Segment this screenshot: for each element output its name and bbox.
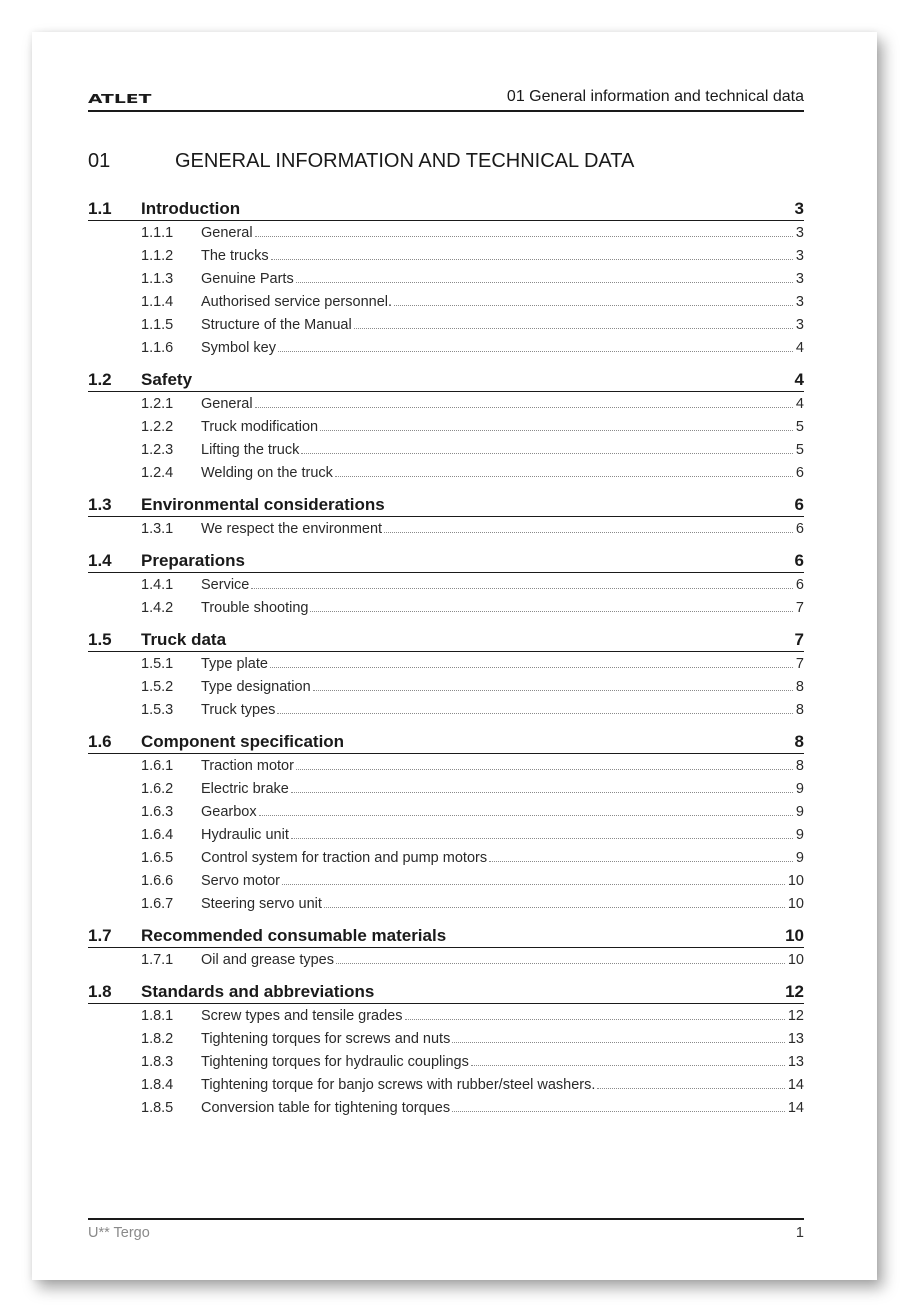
entry-title: Type plate (201, 656, 268, 672)
entry-number: 1.5.1 (141, 656, 174, 672)
entry-title: Symbol key (201, 340, 276, 356)
entry-title: Screw types and tensile grades (201, 1008, 403, 1024)
section-number: 1.4 (88, 551, 112, 570)
entry-title: Trouble shooting (201, 600, 309, 616)
entry-number: 1.2.2 (141, 419, 174, 435)
dot-leader (282, 883, 785, 885)
chapter-number: 01 (88, 150, 111, 172)
entry-number: 1.2.3 (141, 442, 174, 458)
entry-page: 6 (795, 465, 804, 481)
section-page: 4 (794, 370, 804, 389)
entry-line (201, 804, 804, 820)
dot-leader (324, 906, 785, 908)
dot-leader (291, 837, 793, 839)
entry-line (201, 465, 804, 481)
dot-leader (597, 1087, 784, 1089)
toc-entry[interactable] (88, 313, 804, 336)
entry-number: 1.5.3 (141, 702, 174, 718)
toc-entry[interactable] (88, 698, 804, 721)
entry-number: 1.4.1 (141, 577, 174, 593)
section-title: Recommended consumable materials (141, 926, 447, 945)
entry-title: Oil and grease types (201, 952, 334, 968)
section-title: Safety (141, 370, 193, 389)
entry-line (201, 396, 804, 412)
section-page: 6 (794, 551, 804, 570)
dot-leader (277, 712, 793, 714)
document-page (32, 32, 877, 1280)
dot-leader (405, 1018, 785, 1020)
section-title: Component specification (141, 732, 345, 751)
entry-page: 3 (795, 248, 804, 264)
entry-line (201, 656, 804, 672)
toc-entry[interactable] (88, 438, 804, 461)
toc-entry[interactable] (88, 754, 804, 777)
toc-entry[interactable] (88, 948, 804, 971)
footer-product: U** Tergo (88, 1225, 150, 1241)
entry-page: 14 (787, 1100, 804, 1116)
entry-number: 1.8.2 (141, 1031, 174, 1047)
toc-entry[interactable] (88, 777, 804, 800)
dot-leader (489, 860, 793, 862)
dot-leader (296, 768, 793, 770)
entry-number: 1.2.4 (141, 465, 174, 481)
entry-number: 1.8.3 (141, 1054, 174, 1070)
section-number: 1.5 (88, 630, 112, 649)
toc-section (88, 550, 804, 619)
entry-page: 7 (795, 656, 804, 672)
entry-page: 12 (787, 1008, 804, 1024)
toc-entry[interactable] (88, 267, 804, 290)
dot-leader (452, 1041, 785, 1043)
dot-leader (384, 531, 793, 533)
entry-title: Gearbox (201, 804, 257, 820)
toc-section (88, 731, 804, 915)
entry-line (201, 850, 804, 866)
entry-page: 9 (795, 781, 804, 797)
entry-page: 3 (795, 317, 804, 333)
entry-line (201, 952, 804, 968)
toc-section (88, 925, 804, 971)
entry-number: 1.5.2 (141, 679, 174, 695)
dot-leader (251, 587, 793, 589)
entry-title: Traction motor (201, 758, 294, 774)
entry-number: 1.6.1 (141, 758, 174, 774)
entry-title: Conversion table for tightening torques (201, 1100, 451, 1116)
entry-page: 4 (795, 396, 804, 412)
toc-entry[interactable] (88, 892, 804, 915)
dot-leader (291, 791, 793, 793)
entry-title: Type designation (201, 679, 311, 695)
section-number: 1.6 (88, 732, 112, 751)
entry-line (201, 702, 804, 718)
entry-number: 1.8.4 (141, 1077, 174, 1093)
entry-number: 1.6.4 (141, 827, 174, 843)
entry-page: 6 (795, 521, 804, 537)
toc-entry[interactable] (88, 823, 804, 846)
entry-line (201, 1031, 804, 1047)
entry-page: 3 (795, 271, 804, 287)
entry-title: Electric brake (201, 781, 289, 797)
entry-title: The trucks (201, 248, 269, 264)
entry-line (201, 679, 804, 695)
entry-number: 1.8.1 (141, 1008, 174, 1024)
dot-leader (255, 235, 793, 237)
toc-section-heading[interactable] (88, 494, 804, 517)
entry-title: Authorised service personnel. (201, 294, 393, 310)
toc-entry[interactable] (88, 221, 804, 244)
entry-number: 1.8.5 (141, 1100, 174, 1116)
toc-section-heading[interactable] (88, 981, 804, 1004)
entry-page: 9 (795, 850, 804, 866)
page-header (88, 84, 804, 112)
section-number: 1.8 (88, 982, 112, 1001)
entry-title: We respect the environment (201, 521, 383, 537)
entry-page: 3 (795, 294, 804, 310)
section-number: 1.1 (88, 199, 112, 218)
toc-section-heading[interactable] (88, 629, 804, 652)
entry-line (201, 600, 804, 616)
toc-entry[interactable] (88, 336, 804, 359)
toc-section-heading[interactable] (88, 369, 804, 392)
entry-title: Structure of the Manual (201, 317, 352, 333)
entry-number: 1.2.1 (141, 396, 174, 412)
entry-number: 1.6.6 (141, 873, 174, 889)
entry-line (201, 1077, 804, 1093)
entry-line (201, 294, 804, 310)
footer-page-number: 1 (795, 1225, 804, 1241)
entry-title: Truck types (201, 702, 276, 718)
section-page: 6 (794, 495, 804, 514)
entry-page: 13 (787, 1031, 804, 1047)
dot-leader (296, 281, 793, 283)
entry-title: Truck modification (201, 419, 319, 435)
toc-section-heading[interactable] (88, 550, 804, 573)
entry-page: 6 (795, 577, 804, 593)
entry-page: 9 (795, 827, 804, 843)
toc-section (88, 981, 804, 1119)
entry-page: 5 (795, 419, 804, 435)
section-title: Introduction (141, 199, 241, 218)
dot-leader (313, 689, 793, 691)
dot-leader (320, 429, 793, 431)
entry-page: 8 (795, 679, 804, 695)
toc-entry[interactable] (88, 846, 804, 869)
section-number: 1.2 (88, 370, 112, 389)
entry-line (201, 896, 804, 912)
toc-section-heading[interactable] (88, 731, 804, 754)
entry-number: 1.6.3 (141, 804, 174, 820)
entry-page: 9 (795, 804, 804, 820)
entry-title: General (201, 396, 253, 412)
entry-number: 1.3.1 (141, 521, 174, 537)
entry-page: 5 (795, 442, 804, 458)
toc-entry[interactable] (88, 461, 804, 484)
entry-line (201, 271, 804, 287)
section-page: 10 (785, 926, 804, 945)
toc-section (88, 494, 804, 540)
entry-line (201, 1054, 804, 1070)
entry-title: Service (201, 577, 250, 593)
section-title: Truck data (141, 630, 227, 649)
dot-leader (278, 350, 793, 352)
dot-leader (271, 258, 793, 260)
toc-section (88, 629, 804, 721)
entry-line (201, 577, 804, 593)
entry-number: 1.1.4 (141, 294, 174, 310)
toc-entry[interactable] (88, 290, 804, 313)
entry-line (201, 340, 804, 356)
entry-title: Servo motor (201, 873, 280, 889)
entry-line (201, 419, 804, 435)
toc-entry[interactable] (88, 415, 804, 438)
toc-entry[interactable] (88, 596, 804, 619)
toc-entry[interactable] (88, 517, 804, 540)
dot-leader (471, 1064, 785, 1066)
section-page: 7 (794, 630, 804, 649)
header-title: 01 General information and technical data (506, 88, 804, 105)
toc-entry[interactable] (88, 1027, 804, 1050)
toc-entry[interactable] (88, 1004, 804, 1027)
toc-entry[interactable] (88, 392, 804, 415)
entry-page: 10 (787, 896, 804, 912)
entry-number: 1.6.5 (141, 850, 174, 866)
entry-number: 1.1.1 (141, 225, 174, 241)
section-title: Environmental considerations (141, 495, 385, 514)
entry-number: 1.6.2 (141, 781, 174, 797)
entry-page: 4 (795, 340, 804, 356)
entry-page: 10 (787, 873, 804, 889)
entry-page: 8 (795, 758, 804, 774)
dot-leader (310, 610, 792, 612)
toc-section-heading[interactable] (88, 198, 804, 221)
entry-number: 1.1.5 (141, 317, 174, 333)
table-of-contents (88, 198, 804, 1129)
toc-entry[interactable] (88, 1096, 804, 1119)
entry-number: 1.1.3 (141, 271, 174, 287)
entry-number: 1.1.2 (141, 248, 174, 264)
dot-leader (354, 327, 793, 329)
section-page: 12 (785, 982, 804, 1001)
entry-line (201, 827, 804, 843)
toc-entry[interactable] (88, 573, 804, 596)
dot-leader (336, 962, 785, 964)
dot-leader (452, 1110, 785, 1112)
toc-section (88, 198, 804, 359)
dot-leader (335, 475, 793, 477)
section-number: 1.3 (88, 495, 112, 514)
toc-section (88, 369, 804, 484)
section-page: 3 (794, 199, 804, 218)
entry-line (201, 873, 804, 889)
section-number: 1.7 (88, 926, 112, 945)
entry-line (201, 225, 804, 241)
toc-entry[interactable] (88, 1050, 804, 1073)
toc-entry[interactable] (88, 800, 804, 823)
page-footer (88, 1218, 804, 1250)
entry-number: 1.6.7 (141, 896, 174, 912)
entry-title: Hydraulic unit (201, 827, 289, 843)
section-title: Preparations (141, 551, 245, 570)
entry-line (201, 317, 804, 333)
dot-leader (270, 666, 793, 668)
entry-page: 8 (795, 702, 804, 718)
entry-number: 1.1.6 (141, 340, 174, 356)
entry-title: Genuine Parts (201, 271, 294, 287)
dot-leader (259, 814, 793, 816)
entry-line (201, 1008, 804, 1024)
entry-title: Control system for traction and pump motors (201, 850, 488, 866)
section-page: 8 (794, 732, 804, 751)
entry-line (201, 248, 804, 264)
entry-title: Tightening torque for banjo screws with rubber/steel washers. (201, 1077, 596, 1093)
dot-leader (255, 406, 793, 408)
toc-entry[interactable] (88, 869, 804, 892)
entry-title: Welding on the truck (201, 465, 333, 481)
entry-page: 14 (787, 1077, 804, 1093)
entry-title: Tightening torques for screws and nuts (201, 1031, 451, 1047)
dot-leader (301, 452, 793, 454)
entry-page: 3 (795, 225, 804, 241)
entry-line (201, 521, 804, 537)
entry-title: Steering servo unit (201, 896, 322, 912)
entry-line (201, 442, 804, 458)
dot-leader (394, 304, 793, 306)
atlet-logo: ATLET (88, 91, 152, 107)
chapter-title: GENERAL INFORMATION AND TECHNICAL DATA (175, 150, 635, 172)
section-title: Standards and abbreviations (141, 982, 375, 1001)
entry-title: Tightening torques for hydraulic couplings (201, 1054, 469, 1070)
toc-entry[interactable] (88, 675, 804, 698)
entry-page: 10 (787, 952, 804, 968)
entry-number: 1.7.1 (141, 952, 174, 968)
entry-line (201, 781, 804, 797)
entry-title: Lifting the truck (201, 442, 300, 458)
toc-entry[interactable] (88, 244, 804, 267)
entry-line (201, 758, 804, 774)
entry-title: General (201, 225, 253, 241)
toc-entry[interactable] (88, 652, 804, 675)
entry-number: 1.4.2 (141, 600, 174, 616)
entry-page: 7 (795, 600, 804, 616)
entry-line (201, 1100, 804, 1116)
entry-page: 13 (787, 1054, 804, 1070)
toc-section-heading[interactable] (88, 925, 804, 948)
toc-entry[interactable] (88, 1073, 804, 1096)
